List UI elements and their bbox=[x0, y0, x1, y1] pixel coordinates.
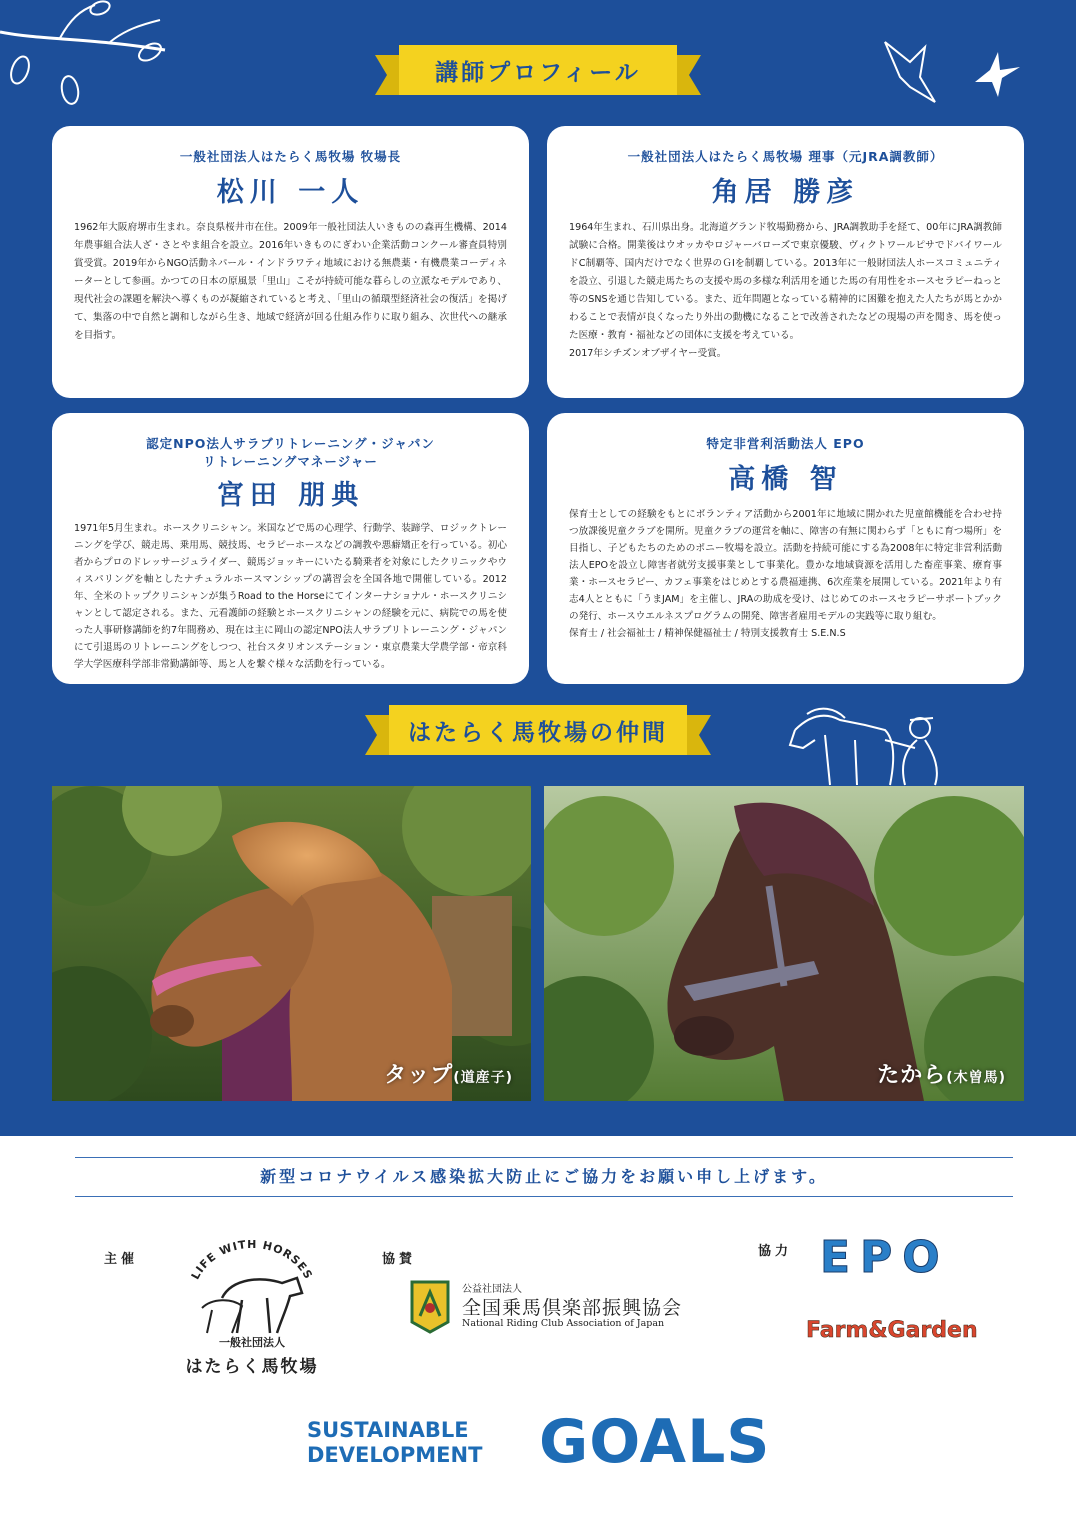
horse-breed: (道産子) bbox=[453, 1070, 513, 1086]
profile-bio: 1964年生まれ、石川県出身。北海道グランド牧場勤務から、JRA調教助手を経て、00年にJRA調教師試験に合格。開業後はウオッカやロジャーバローズで東京優駿、ヴィクトワールピサでドバイワールドC制覇等、国内だけでなく世界のＧⅠを制覇している。2013年に一般財団法人ホースコミュニティを設立、引退した競走馬たちの支援や馬の多様な利活用を通じた馬の有用性をホースセラピーねっと等のSNSを通じ告知している。また、近年問題となっている精神的に困難を抱えた人たちが馬とかかわることで表情が良くなったり外出の動機になることで改善されたなどの現場の声を聞き、馬を使った医療・教育・福祉などの団体に支援を考えている。 bbox=[569, 222, 1002, 341]
svg-text:LIFE WITH HORSES bbox=[189, 1238, 315, 1282]
profile-bio: 1971年5月生まれ。ホースクリニシャン。米国などで馬の心理学、行動学、装蹄学、ロジックトレーニングを学び、競走馬、乗用馬、競技馬、セラピーホースなどの調教や悪癖矯正を行っている。初心者からプロのドレッサージュライダー、競馬ジョッキーにいたる騎乗者を対象にしたクリニックやウィスパリングを軸としたナチュラルホースマンシップの講習会を全国各地で開催している。2012年、全米のトップクリニシャンが集うRoad to the Horseにてインターナショナル・ホースクリニシャンとして認定される。また、元看護師の経験とホースクリニシャンの経験を元に、病院での馬を使った人事研修講師を約7年間務め、現在は主に岡山の認定NPO法人サラブリトレーニング・ジャパンにて引退馬のリトレーニングをしつつ、社台スタリオンステーション・東京農業大学農学部・帝京科学大学医療科学部非常勤講師等、馬と人を繋ぐ様々な活動を行っている。 bbox=[74, 523, 507, 670]
horse-person-illustration bbox=[785, 700, 955, 790]
profile-name: 松川 一人 bbox=[216, 177, 365, 208]
supporter-name: 全国乗馬倶楽部振興協会 bbox=[462, 1297, 683, 1319]
notice-bottom-rule bbox=[75, 1196, 1013, 1197]
epo-logo-text: EPO bbox=[820, 1232, 950, 1283]
horses-title-ribbon bbox=[365, 705, 711, 755]
profile-name: 宮田 朋典 bbox=[216, 480, 365, 511]
profile-org: 一般社団法人はたらく馬牧場 理事（元JRA調教師） bbox=[627, 149, 944, 164]
profile-card-matsukawa bbox=[52, 126, 529, 398]
branch-illustration bbox=[0, 0, 200, 110]
organizer-label: 主催 bbox=[104, 1252, 139, 1267]
cooperator-label: 協力 bbox=[758, 1244, 793, 1259]
horse-name: たから bbox=[877, 1063, 947, 1088]
farm-garden-logo bbox=[806, 1318, 976, 1354]
riding-club-emblem-icon bbox=[408, 1278, 452, 1334]
farm-garden-logo-text: Farm&Garden bbox=[806, 1318, 978, 1343]
horse-caption-tap bbox=[384, 1058, 513, 1089]
profile-name: 高橋 智 bbox=[728, 464, 843, 495]
profile-org: 特定非営利活動法人 EPO bbox=[706, 436, 865, 451]
supporter-logo bbox=[408, 1278, 708, 1338]
organizer-logo-sub: 一般社団法人 bbox=[219, 1336, 285, 1349]
bird-icon bbox=[880, 32, 1030, 112]
epo-logo bbox=[820, 1232, 970, 1282]
sdgs-line1: SUSTAINABLE bbox=[307, 1418, 469, 1442]
profile-org: 一般社団法人はたらく馬牧場 牧場長 bbox=[179, 149, 402, 164]
profile-card-miyata bbox=[52, 413, 529, 684]
covid-notice: 新型コロナウイルス感染拡大防止にご協力をお願い申し上げます。 bbox=[260, 1167, 828, 1186]
supporter-label: 協賛 bbox=[382, 1252, 417, 1267]
notice-top-rule bbox=[75, 1157, 1013, 1158]
profile-qualifications: 保育士 / 社会福祉士 / 精神保健福祉士 / 特別支援教育士 S.E.N.S bbox=[569, 628, 846, 639]
sdgs-line2: DEVELOPMENT bbox=[307, 1443, 483, 1467]
profile-title-ribbon bbox=[375, 45, 701, 95]
sdgs-logo bbox=[307, 1407, 787, 1482]
profile-card-takahashi bbox=[547, 413, 1024, 684]
horse-photo-tap bbox=[52, 786, 531, 1101]
profile-award: 2017年シチズンオブザイヤー受賞。 bbox=[569, 348, 727, 359]
organizer-logo-name: はたらく馬牧場 bbox=[185, 1357, 319, 1377]
profile-bio: 保育士としての経験をもとにボランティア活動から2001年に地域に開かれた児童館機能を合わせ持つ放課後児童クラブを開所。児童クラブの運営を軸に、障害の有無に関わらず「ともに育つ場所」を目指し、子どもたちのためのポニー牧場を設立。活動を持続可能にする為2008年に特定非営利活動法人EPOを設立し障害者就労支援事業として事業化。豊かな地域資源を活用した畜産事業、療育事業・ホースセラピー、カフェ事業をはじめとする農福連携、6次産業を展開している。2021年より有志4人とともに「うまJAM」を主催し、JRAの助成を受け、はじめてのホースセラピーサポートブックの発行、ホースウエルネスプログラムの開発、障害者雇用モデルの実践等に取り組む。 bbox=[569, 509, 1002, 622]
logo-arc-text: LIFE WITH HORSES bbox=[188, 1238, 316, 1282]
horse-photo-takara bbox=[544, 786, 1024, 1101]
sdgs-goals: GOALS bbox=[539, 1407, 771, 1477]
profile-card-sumii bbox=[547, 126, 1024, 398]
organizer-logo bbox=[172, 1238, 332, 1378]
horses-logo-icon bbox=[172, 1238, 332, 1338]
horse-name: タップ bbox=[384, 1063, 454, 1088]
profile-name: 角居 勝彦 bbox=[711, 177, 860, 208]
horses-section-title: はたらく馬牧場の仲間 bbox=[408, 719, 668, 746]
profile-org-line1: 認定NPO法人サラブリトレーニング・ジャパン bbox=[146, 436, 435, 451]
supporter-sub: 公益社団法人 bbox=[462, 1284, 522, 1295]
horse-caption-takara bbox=[877, 1058, 1006, 1089]
section-title: 講師プロフィール bbox=[435, 59, 641, 86]
profile-org-line2: リトレーニングマネージャー bbox=[203, 454, 378, 469]
supporter-en: National Riding Club Association of Japan bbox=[462, 1318, 665, 1329]
horse-breed: (木曽馬) bbox=[946, 1070, 1006, 1086]
profile-bio: 1962年大阪府堺市生まれ。奈良県桜井市在住。2009年一般社団法人いきものの森再生機構、2014年農事組合法人ざ・さとやま組合を設立。2016年いきものにぎわい企業活動コンクール審査員特別賞受賞。2019年からNGO活動ネパール・インドラワティ地域における無農薬・有機農業コーディネーターとして参画。かつての日本の原風景「里山」こそが持続可能な暮らしの立派なモデルであり、現代社会の課題を解決へ導くものが凝縮されていると考え、「里山の循環型経済社会の復活」を掲げて、集落の中で自然と調和しながら生き、地域で経済が回る仕組み作りに取り組み、次世代への継承を目指す。 bbox=[74, 222, 507, 341]
